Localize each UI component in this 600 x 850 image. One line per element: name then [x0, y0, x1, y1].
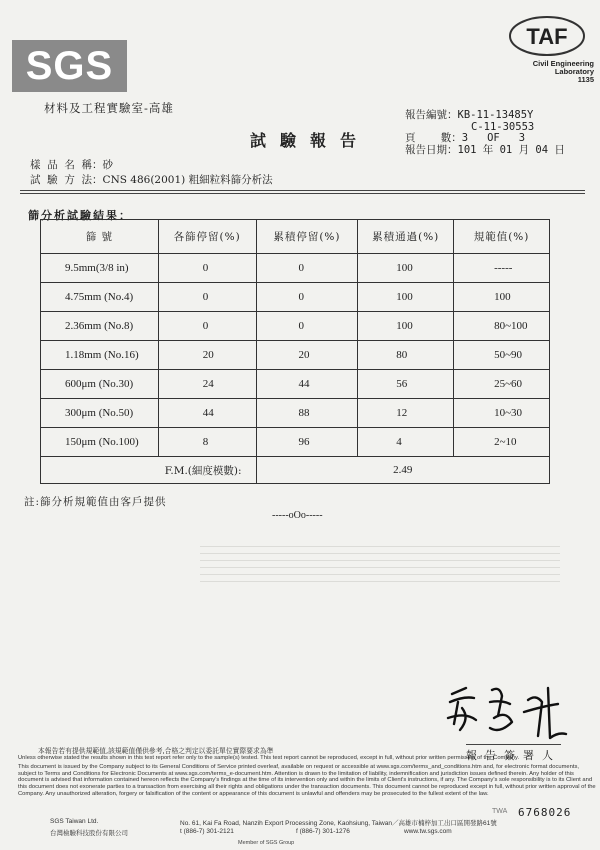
bleed-through-text [200, 540, 560, 582]
cum-retained: 96 [256, 428, 358, 457]
results-title: 篩分析試驗結果： [28, 209, 132, 222]
divider [20, 193, 585, 194]
sample-name: 砂 [102, 159, 114, 171]
disclaimer-cn: 本報告若有提供規範值,該規範值僅供參考,合格之判定以委託單位實際要求為準 [38, 747, 274, 755]
cum-passing: 12 [358, 399, 454, 428]
sieve-size: 2.36mm (No.8) [41, 312, 159, 341]
retained: 0 [158, 312, 256, 341]
sieve-size: 600μm (No.30) [41, 370, 159, 399]
sgs-logo: SGS [12, 40, 127, 92]
report-number-label: 報告編號： [405, 109, 458, 121]
taf-caption [512, 60, 594, 84]
table-row [41, 370, 550, 399]
sieve-results-table [40, 219, 550, 484]
member-of-group: Member of SGS Group [238, 840, 295, 846]
cum-passing: 4 [358, 428, 454, 457]
cum-retained: 88 [256, 399, 358, 428]
report-number-2: C-11-30553 [471, 120, 535, 133]
taf-line-1: Civil Engineering [532, 59, 594, 68]
spec: 80~100 [454, 312, 550, 341]
disclaimer [18, 748, 598, 797]
page-count: 3 OF 3 [461, 132, 526, 145]
retained: 20 [158, 341, 256, 370]
table-row [41, 283, 550, 312]
fineness-modulus-row [41, 457, 550, 484]
spec: 100 [454, 283, 550, 312]
footer-web: www.tw.sgs.com [404, 828, 452, 835]
spec: 50~90 [454, 341, 550, 370]
divider [20, 190, 585, 191]
taf-logo-text: TAF [526, 24, 568, 49]
table-header-row [41, 220, 550, 254]
table-row [41, 428, 550, 457]
sieve-size: 150μm (No.100) [41, 428, 159, 457]
footer-company-cn: 台灣檢驗科技股份有限公司 [50, 829, 128, 837]
signer-label: 報告簽署人 [466, 744, 561, 763]
footer-fax: f (886-7) 301-1276 [296, 828, 350, 835]
cum-passing: 100 [358, 312, 454, 341]
footer-company-en: SGS Taiwan Ltd. [50, 818, 99, 825]
sieve-size: 300μm (No.50) [41, 399, 159, 428]
disclaimer-en-2: This document is issued by the Company subject to its General Conditions of Service printed overleaf, available on request or accessible at www.sgs.com/terms_and_conditions.htm and, for electronic format documents, subject to Terms and Conditions for Electronic Documents at www.sgs.com/terms_e-document.htm. Attention is drawn to the limitation of liability, indemnification and jurisdiction issues defined therein. Any holder of this document is advised that information contained hereon reflects the Company's findings at the time of its intervention only and within the limits of Client's instructions, if any. The Company's sole responsibility is to its Client and this document does not exonerate parties to a transaction from exercising all their rights and obligations under the transaction documents. This document cannot be reproduced except in full, without prior written approval of the Company. Any unauthorized alteration, forgery or falsification of the content or appearance of this document is unlawful and offenders may be prosecuted to the fullest extent of the law. [18, 764, 596, 797]
footer-tel: t (886-7) 301-2121 [180, 828, 234, 835]
test-method: CNS 486(2001) 粗細粒料篩分析法 [102, 174, 273, 186]
taf-line-2: Laboratory [554, 67, 594, 76]
sample-info [30, 158, 273, 188]
spec: 25~60 [454, 370, 550, 399]
table-row [41, 254, 550, 283]
table-row [41, 312, 550, 341]
cum-retained: 0 [256, 283, 358, 312]
header-sieve: 篩 號 [41, 220, 159, 254]
header-cum-passing: 累積通過(%) [358, 220, 454, 254]
spec: 2~10 [454, 428, 550, 457]
cum-passing: 100 [358, 283, 454, 312]
sieve-size: 9.5mm(3/8 in) [41, 254, 159, 283]
cum-retained: 0 [256, 312, 358, 341]
lab-name: 材料及工程實驗室-高雄 [44, 101, 174, 115]
cum-passing: 56 [358, 370, 454, 399]
report-number: KB-11-13485Y [457, 109, 534, 121]
report-date-label: 報告日期： [405, 143, 458, 156]
retained: 24 [158, 370, 256, 399]
serial-number: 6768026 [518, 806, 572, 819]
cum-retained: 0 [256, 254, 358, 283]
retained: 8 [158, 428, 256, 457]
header-retained: 各篩停留(%) [158, 220, 256, 254]
retained: 0 [158, 283, 256, 312]
spec-note: 註:篩分析規範值由客戶提供 [24, 496, 167, 508]
spec: 10~30 [454, 399, 550, 428]
taf-logo [508, 14, 586, 58]
table-row [41, 399, 550, 428]
fm-value: 2.49 [256, 457, 549, 484]
disclaimer-en-1: Unless otherwise stated the results shown in this test report refer only to the sample(s) tested. This test report cannot be reproduced, except in full, without prior written permission of the Company. [18, 754, 520, 761]
header-cum-retained: 累積停留(%) [256, 220, 358, 254]
report-date: 101 年 01 月 04 日 [457, 143, 565, 156]
cum-passing: 100 [358, 254, 454, 283]
retained: 44 [158, 399, 256, 428]
sample-name-label: 樣 品 名 稱： [30, 159, 103, 171]
page-label: 頁 數： [405, 132, 462, 145]
sieve-size: 1.18mm (No.16) [41, 341, 159, 370]
cum-retained: 44 [256, 370, 358, 399]
table-row [41, 341, 550, 370]
taf-line-3: 1135 [577, 75, 594, 84]
spec: ----- [454, 254, 550, 283]
cum-retained: 20 [256, 341, 358, 370]
header-spec: 規範值(%) [454, 220, 550, 254]
page-title: 試驗報告 [250, 131, 371, 150]
sieve-size: 4.75mm (No.4) [41, 283, 159, 312]
report-meta [405, 110, 565, 156]
fm-label: F.M.(細度模數): [41, 457, 257, 484]
serial-prefix: TWA [492, 808, 508, 815]
end-mark: -----oOo----- [272, 510, 323, 521]
signature-image [440, 682, 590, 744]
test-method-label: 試 驗 方 法： [30, 174, 103, 186]
retained: 0 [158, 254, 256, 283]
footer-address: No. 61, Kai Fa Road, Nanzih Export Processing Zone, Kaohsiung, Taiwan／高雄市楠梓加工出口區開發路61號 [180, 820, 497, 827]
cum-passing: 80 [358, 341, 454, 370]
